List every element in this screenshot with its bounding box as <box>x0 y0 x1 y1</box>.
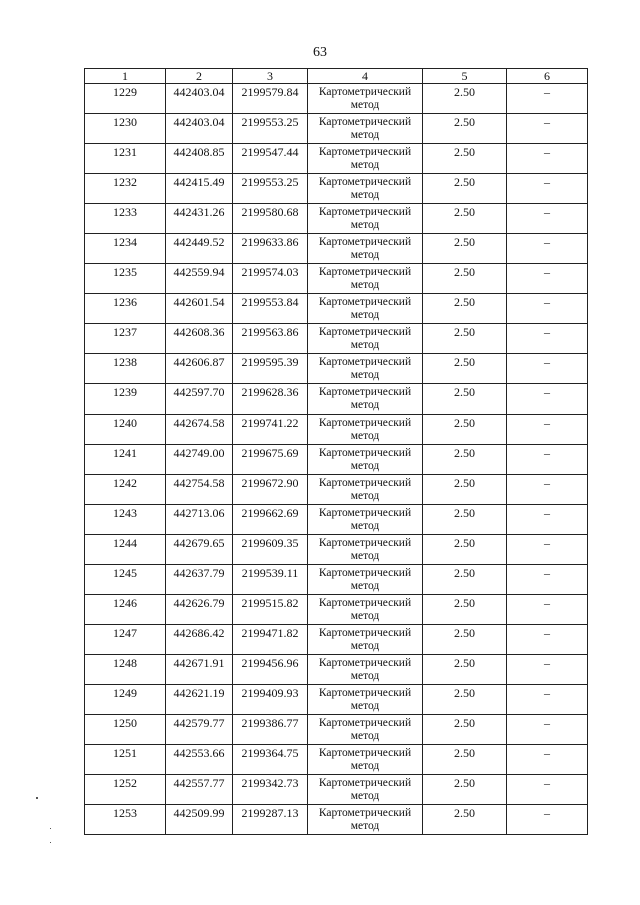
method-line-1: Картометрический <box>318 86 412 98</box>
method-line-1: Картометрический <box>318 716 412 729</box>
table-row <box>85 204 588 234</box>
table-row <box>85 504 588 534</box>
accuracy-cell: 2.50 <box>423 624 507 654</box>
accuracy-cell: 2.50 <box>423 504 507 534</box>
table-row <box>85 624 588 654</box>
table-row <box>85 414 588 444</box>
point-number-cell: 1240 <box>85 414 166 444</box>
y-coordinate-cell: 2199409.93 <box>233 684 308 714</box>
point-number-cell: 1244 <box>85 534 166 564</box>
point-number-cell: 1252 <box>85 775 166 805</box>
note-cell: – <box>507 624 588 654</box>
x-coordinate-cell: 442559.94 <box>166 264 233 294</box>
point-number-cell: 1243 <box>85 504 166 534</box>
method-line-2: метод <box>350 369 380 382</box>
y-coordinate-cell: 2199471.82 <box>233 624 308 654</box>
table-row <box>85 84 588 114</box>
point-number-cell: 1237 <box>85 324 166 354</box>
method-line-2: метод <box>350 699 380 712</box>
note-cell: – <box>507 684 588 714</box>
note-cell: – <box>507 414 588 444</box>
y-coordinate-cell: 2199662.69 <box>233 504 308 534</box>
accuracy-cell: 2.50 <box>423 564 507 594</box>
table-row <box>85 324 588 354</box>
x-coordinate-cell: 442606.87 <box>166 354 233 384</box>
method-cell <box>308 564 423 594</box>
accuracy-cell: 2.50 <box>423 234 507 264</box>
method-line-2: метод <box>350 249 380 262</box>
table-body <box>85 84 588 835</box>
scan-mark <box>50 842 51 843</box>
point-number-cell: 1233 <box>85 204 166 234</box>
point-number-cell: 1242 <box>85 474 166 504</box>
method-line-2: метод <box>350 279 380 292</box>
x-coordinate-cell: 442557.77 <box>166 775 233 805</box>
method-line-1: Картометрический <box>318 807 412 820</box>
method-cell <box>308 114 423 144</box>
column-header: 1 <box>85 69 166 84</box>
method-line-2: метод <box>350 729 380 742</box>
method-line-1: Картометрический <box>318 206 412 219</box>
column-header: 2 <box>166 69 233 84</box>
table-row <box>85 745 588 775</box>
point-number-cell: 1230 <box>85 114 166 144</box>
table-row <box>85 805 588 835</box>
method-line-1: Картометрический <box>318 777 412 790</box>
column-header: 6 <box>507 69 588 84</box>
note-cell: – <box>507 234 588 264</box>
y-coordinate-cell: 2199364.75 <box>233 745 308 775</box>
accuracy-cell: 2.50 <box>423 654 507 684</box>
note-cell: – <box>507 444 588 474</box>
method-line-1: Картометрический <box>318 506 412 519</box>
method-line-2: метод <box>350 459 380 472</box>
x-coordinate-cell: 442679.65 <box>166 534 233 564</box>
note-cell: – <box>507 805 588 835</box>
method-line-2: метод <box>350 790 380 803</box>
method-line-1: Картометрический <box>318 236 412 249</box>
accuracy-cell: 2.50 <box>423 324 507 354</box>
x-coordinate-cell: 442626.79 <box>166 594 233 624</box>
method-cell <box>308 624 423 654</box>
accuracy-cell: 2.50 <box>423 84 507 114</box>
x-coordinate-cell: 442553.66 <box>166 745 233 775</box>
method-line-1: Картометрический <box>318 386 412 399</box>
point-number-cell: 1234 <box>85 234 166 264</box>
method-line-1: Картометрический <box>318 176 412 189</box>
method-line-1: Картометрический <box>318 116 412 129</box>
method-cell <box>308 775 423 805</box>
method-line-1: Картометрический <box>318 356 412 369</box>
note-cell: – <box>507 654 588 684</box>
column-header: 4 <box>308 69 423 84</box>
y-coordinate-cell: 2199553.25 <box>233 174 308 204</box>
table-row <box>85 654 588 684</box>
table-row <box>85 444 588 474</box>
method-line-2: метод <box>350 309 380 322</box>
point-number-cell: 1238 <box>85 354 166 384</box>
x-coordinate-cell: 442579.77 <box>166 714 233 744</box>
method-cell <box>308 144 423 174</box>
accuracy-cell: 2.50 <box>423 264 507 294</box>
method-cell <box>308 384 423 414</box>
point-number-cell: 1232 <box>85 174 166 204</box>
y-coordinate-cell: 2199456.96 <box>233 654 308 684</box>
method-line-1: Картометрический <box>318 536 412 549</box>
point-number-cell: 1253 <box>85 805 166 835</box>
y-coordinate-cell: 2199633.86 <box>233 234 308 264</box>
method-line-1: Картометрический <box>318 446 412 459</box>
accuracy-cell: 2.50 <box>423 714 507 744</box>
note-cell: – <box>507 324 588 354</box>
y-coordinate-cell: 2199342.73 <box>233 775 308 805</box>
scan-mark <box>36 797 38 799</box>
column-header: 5 <box>423 69 507 84</box>
method-line-2: метод <box>350 549 380 562</box>
method-line-2: метод <box>350 669 380 682</box>
note-cell: – <box>507 564 588 594</box>
point-number-cell: 1231 <box>85 144 166 174</box>
method-line-1: Картометрический <box>318 626 412 639</box>
note-cell: – <box>507 474 588 504</box>
x-coordinate-cell: 442509.99 <box>166 805 233 835</box>
method-line-2: метод <box>350 489 380 502</box>
method-cell <box>308 714 423 744</box>
method-cell <box>308 174 423 204</box>
x-coordinate-cell: 442431.26 <box>166 204 233 234</box>
accuracy-cell: 2.50 <box>423 114 507 144</box>
note-cell: – <box>507 775 588 805</box>
x-coordinate-cell: 442608.36 <box>166 324 233 354</box>
table-row <box>85 354 588 384</box>
table-row <box>85 775 588 805</box>
x-coordinate-cell: 442621.19 <box>166 684 233 714</box>
method-cell <box>308 534 423 564</box>
y-coordinate-cell: 2199287.13 <box>233 805 308 835</box>
accuracy-cell: 2.50 <box>423 684 507 714</box>
note-cell: – <box>507 534 588 564</box>
table-header-row <box>85 69 588 84</box>
point-number-cell: 1245 <box>85 564 166 594</box>
x-coordinate-cell: 442686.42 <box>166 624 233 654</box>
method-line-2: метод <box>350 399 380 412</box>
point-number-cell: 1250 <box>85 714 166 744</box>
method-line-1: Картометрический <box>318 656 412 669</box>
note-cell: – <box>507 204 588 234</box>
method-line-1: Картометрический <box>318 476 412 489</box>
method-cell <box>308 234 423 264</box>
x-coordinate-cell: 442408.85 <box>166 144 233 174</box>
method-line-1: Картометрический <box>318 686 412 699</box>
method-cell <box>308 324 423 354</box>
x-coordinate-cell: 442674.58 <box>166 414 233 444</box>
table-row <box>85 594 588 624</box>
table-row <box>85 294 588 324</box>
column-header: 3 <box>233 69 308 84</box>
method-cell <box>308 354 423 384</box>
y-coordinate-cell: 2199628.36 <box>233 384 308 414</box>
method-cell <box>308 474 423 504</box>
point-number-cell: 1241 <box>85 444 166 474</box>
method-line-2: метод <box>350 609 380 622</box>
method-line-2: метод <box>350 760 380 773</box>
method-cell <box>308 745 423 775</box>
note-cell: – <box>507 354 588 384</box>
method-cell <box>308 414 423 444</box>
x-coordinate-cell: 442597.70 <box>166 384 233 414</box>
table-row <box>85 234 588 264</box>
method-cell <box>308 444 423 474</box>
accuracy-cell: 2.50 <box>423 174 507 204</box>
method-line-2: метод <box>350 339 380 352</box>
note-cell: – <box>507 294 588 324</box>
method-cell <box>308 294 423 324</box>
table-row <box>85 384 588 414</box>
point-number-cell: 1249 <box>85 684 166 714</box>
method-cell <box>308 594 423 624</box>
table-row <box>85 564 588 594</box>
accuracy-cell: 2.50 <box>423 745 507 775</box>
method-line-1: Картометрический <box>318 146 412 159</box>
method-line-1: Картометрический <box>318 326 412 339</box>
point-number-cell: 1239 <box>85 384 166 414</box>
point-number-cell: 1235 <box>85 264 166 294</box>
method-cell <box>308 805 423 835</box>
point-number-cell: 1236 <box>85 294 166 324</box>
y-coordinate-cell: 2199553.25 <box>233 114 308 144</box>
note-cell: – <box>507 144 588 174</box>
method-line-2: метод <box>350 820 380 833</box>
y-coordinate-cell: 2199547.44 <box>233 144 308 174</box>
method-cell <box>308 654 423 684</box>
x-coordinate-cell: 442403.04 <box>166 84 233 114</box>
method-line-1: Картометрический <box>318 566 412 579</box>
method-line-2: метод <box>350 519 380 532</box>
method-line-1: Картометрический <box>318 296 412 309</box>
note-cell: – <box>507 84 588 114</box>
x-coordinate-cell: 442601.54 <box>166 294 233 324</box>
accuracy-cell: 2.50 <box>423 384 507 414</box>
x-coordinate-cell: 442713.06 <box>166 504 233 534</box>
method-line-1: Картометрический <box>318 416 412 429</box>
y-coordinate-cell: 2199553.84 <box>233 294 308 324</box>
accuracy-cell: 2.50 <box>423 354 507 384</box>
scan-mark <box>50 828 51 829</box>
note-cell: – <box>507 714 588 744</box>
accuracy-cell: 2.50 <box>423 805 507 835</box>
method-line-2: метод <box>350 429 380 442</box>
coordinates-table <box>84 68 588 835</box>
point-number-cell: 1229 <box>85 84 166 114</box>
table-row <box>85 114 588 144</box>
accuracy-cell: 2.50 <box>423 474 507 504</box>
y-coordinate-cell: 2199595.39 <box>233 354 308 384</box>
table-row <box>85 174 588 204</box>
y-coordinate-cell: 2199580.68 <box>233 204 308 234</box>
x-coordinate-cell: 442449.52 <box>166 234 233 264</box>
x-coordinate-cell: 442754.58 <box>166 474 233 504</box>
table-row <box>85 474 588 504</box>
point-number-cell: 1251 <box>85 745 166 775</box>
y-coordinate-cell: 2199539.11 <box>233 564 308 594</box>
method-cell <box>308 684 423 714</box>
x-coordinate-cell: 442671.91 <box>166 654 233 684</box>
accuracy-cell: 2.50 <box>423 594 507 624</box>
method-line-2: метод <box>350 219 380 232</box>
point-number-cell: 1248 <box>85 654 166 684</box>
y-coordinate-cell: 2199675.69 <box>233 444 308 474</box>
note-cell: – <box>507 264 588 294</box>
table-row <box>85 144 588 174</box>
y-coordinate-cell: 2199741.22 <box>233 414 308 444</box>
method-cell <box>308 264 423 294</box>
note-cell: – <box>507 384 588 414</box>
method-line-2: метод <box>350 579 380 592</box>
accuracy-cell: 2.50 <box>423 204 507 234</box>
table-row <box>85 264 588 294</box>
accuracy-cell: 2.50 <box>423 775 507 805</box>
method-line-2: метод <box>350 99 380 111</box>
y-coordinate-cell: 2199386.77 <box>233 714 308 744</box>
y-coordinate-cell: 2199609.35 <box>233 534 308 564</box>
y-coordinate-cell: 2199574.03 <box>233 264 308 294</box>
note-cell: – <box>507 114 588 144</box>
method-line-2: метод <box>350 129 380 142</box>
accuracy-cell: 2.50 <box>423 444 507 474</box>
accuracy-cell: 2.50 <box>423 534 507 564</box>
method-cell <box>308 84 423 114</box>
note-cell: – <box>507 745 588 775</box>
table-row <box>85 714 588 744</box>
y-coordinate-cell: 2199579.84 <box>233 84 308 114</box>
method-line-2: метод <box>350 639 380 652</box>
table-row <box>85 534 588 564</box>
x-coordinate-cell: 442415.49 <box>166 174 233 204</box>
note-cell: – <box>507 504 588 534</box>
x-coordinate-cell: 442637.79 <box>166 564 233 594</box>
method-cell <box>308 204 423 234</box>
method-line-2: метод <box>350 189 380 202</box>
y-coordinate-cell: 2199672.90 <box>233 474 308 504</box>
point-number-cell: 1246 <box>85 594 166 624</box>
method-line-1: Картометрический <box>318 596 412 609</box>
method-cell <box>308 504 423 534</box>
point-number-cell: 1247 <box>85 624 166 654</box>
accuracy-cell: 2.50 <box>423 414 507 444</box>
page-number: 63 <box>313 45 327 60</box>
x-coordinate-cell: 442749.00 <box>166 444 233 474</box>
y-coordinate-cell: 2199563.86 <box>233 324 308 354</box>
table-row <box>85 684 588 714</box>
method-line-2: метод <box>350 159 380 172</box>
accuracy-cell: 2.50 <box>423 144 507 174</box>
x-coordinate-cell: 442403.04 <box>166 114 233 144</box>
note-cell: – <box>507 594 588 624</box>
y-coordinate-cell: 2199515.82 <box>233 594 308 624</box>
accuracy-cell: 2.50 <box>423 294 507 324</box>
note-cell: – <box>507 174 588 204</box>
method-line-1: Картометрический <box>318 747 412 760</box>
method-line-1: Картометрический <box>318 266 412 279</box>
